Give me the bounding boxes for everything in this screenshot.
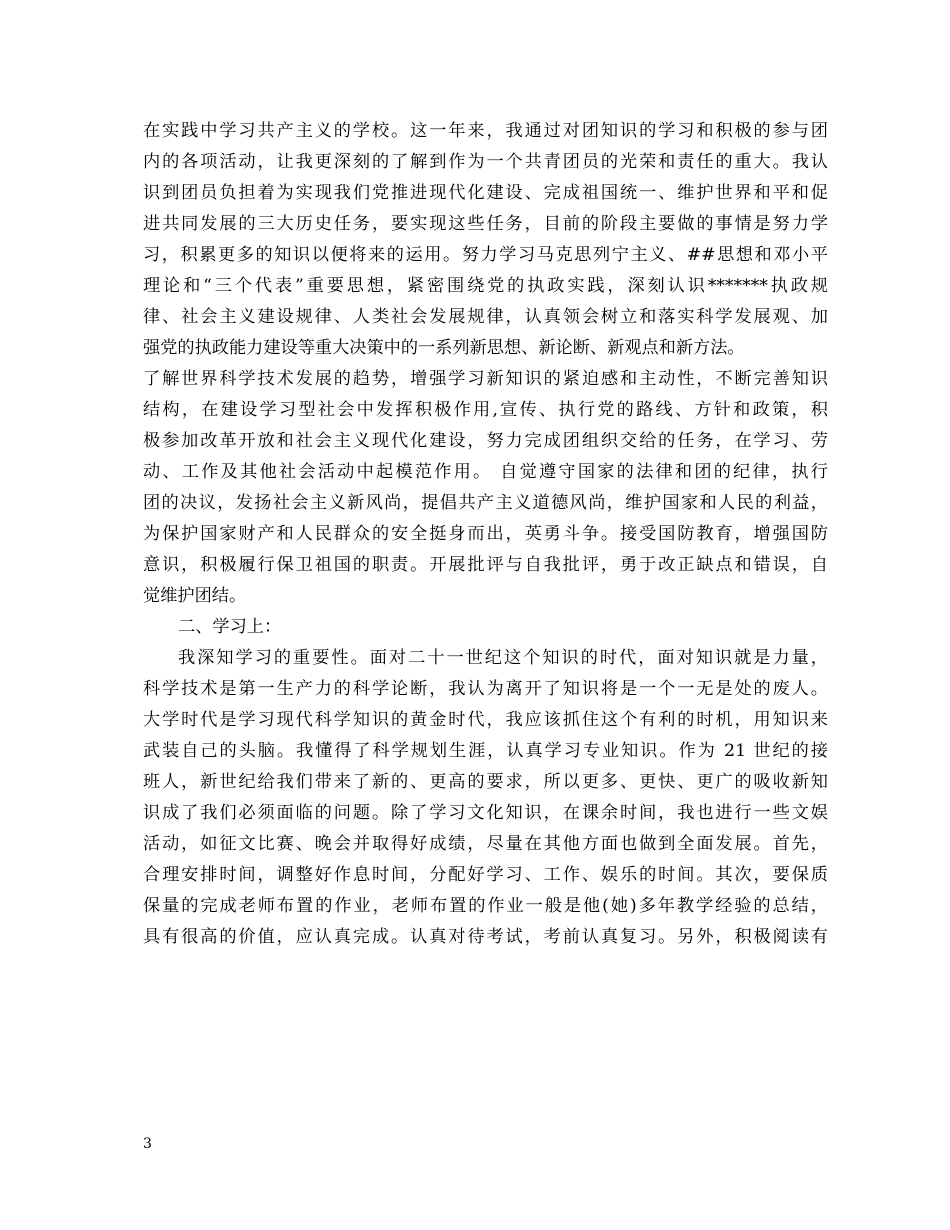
body-line: 保量的完成老师布置的作业，老师布置的作业一般是他(她)多年教学经验的总结， xyxy=(143,896,828,916)
body-line: 大学时代是学习现代科学知识的黄金时代，我应该抓住这个有利的时机，用知识来 xyxy=(143,710,828,730)
body-line: 理论和“三个代表”重要思想，紧密围绕党的执政实践，深刻认识*******执政规 xyxy=(143,276,828,296)
body-line: 识到团员负担着为实现我们党推进现代化建设、完成祖国统一、维护世界和平和促 xyxy=(143,183,828,203)
body-line: 律、社会主义建设规律、人类社会发展规律，认真领会树立和落实科学发展观、加 xyxy=(143,307,828,327)
body-line: 科学技术是第一生产力的科学论断，我认为离开了知识将是一个一无是处的废人。 xyxy=(143,679,828,699)
body-line: 觉维护团结。 xyxy=(143,586,247,606)
page-number: 3 xyxy=(143,1136,152,1152)
body-line: 在实践中学习共产主义的学校。这一年来，我通过对团知识的学习和积极的参与团 xyxy=(143,121,828,141)
body-line: 识成了我们必须面临的问题。除了学习文化知识，在课余时间，我也进行一些文娱 xyxy=(143,803,828,823)
body-line: 为保护国家财产和人民群众的安全挺身而出，英勇斗争。接受国防教育，增强国防 xyxy=(143,524,828,544)
body-line: 习，积累更多的知识以便将来的运用。努力学习马克思列宁主义、##思想和邓小平 xyxy=(143,245,828,265)
body-line: 极参加改革开放和社会主义现代化建设，努力完成团组织交给的任务，在学习、劳 xyxy=(143,431,828,451)
body-line: 意识，积极履行保卫祖国的职责。开展批评与自我批评，勇于改正缺点和错误，自 xyxy=(143,555,828,575)
body-line: 班人，新世纪给我们带来了新的、更高的要求，所以更多、更快、更广的吸收新知 xyxy=(143,772,828,792)
body-line: 团的决议，发扬社会主义新风尚，提倡共产主义道德风尚，维护国家和人民的利益， xyxy=(143,493,828,513)
body-line: 活动，如征文比赛、晚会并取得好成绩，尽量在其他方面也做到全面发展。首先， xyxy=(143,834,828,854)
body-line: 合理安排时间，调整好作息时间，分配好学习、工作、娱乐的时间。其次，要保质 xyxy=(143,865,828,885)
body-line: 动、工作及其他社会活动中起模范作用。 自觉遵守国家的法律和团的纪律，执行 xyxy=(143,462,828,482)
paragraph-first-line: 我深知学习的重要性。面对二十一世纪这个知识的时代，面对知识就是力量， xyxy=(178,648,828,668)
body-line: 武装自己的头脑。我懂得了科学规划生涯，认真学习专业知识。作为 21 世纪的接 xyxy=(143,741,828,761)
section-heading: 二、学习上： xyxy=(178,617,282,637)
body-line: 具有很高的价值，应认真完成。认真对待考试，考前认真复习。另外，积极阅读有 xyxy=(143,927,828,947)
body-line: 结构，在建设学习型社会中发挥积极作用,宣传、执行党的路线、方针和政策，积 xyxy=(143,400,828,420)
body-line: 强党的执政能力建设等重大决策中的一系列新思想、新论断、新观点和新方法。 xyxy=(143,338,745,358)
body-line: 进共同发展的三大历史任务，要实现这些任务，目前的阶段主要做的事情是努力学 xyxy=(143,214,828,234)
body-line: 了解世界科学技术发展的趋势，增强学习新知识的紧迫感和主动性，不断完善知识 xyxy=(143,369,828,389)
body-line: 内的各项活动，让我更深刻的了解到作为一个共青团员的光荣和责任的重大。我认 xyxy=(143,152,828,172)
document-body xyxy=(143,116,828,953)
